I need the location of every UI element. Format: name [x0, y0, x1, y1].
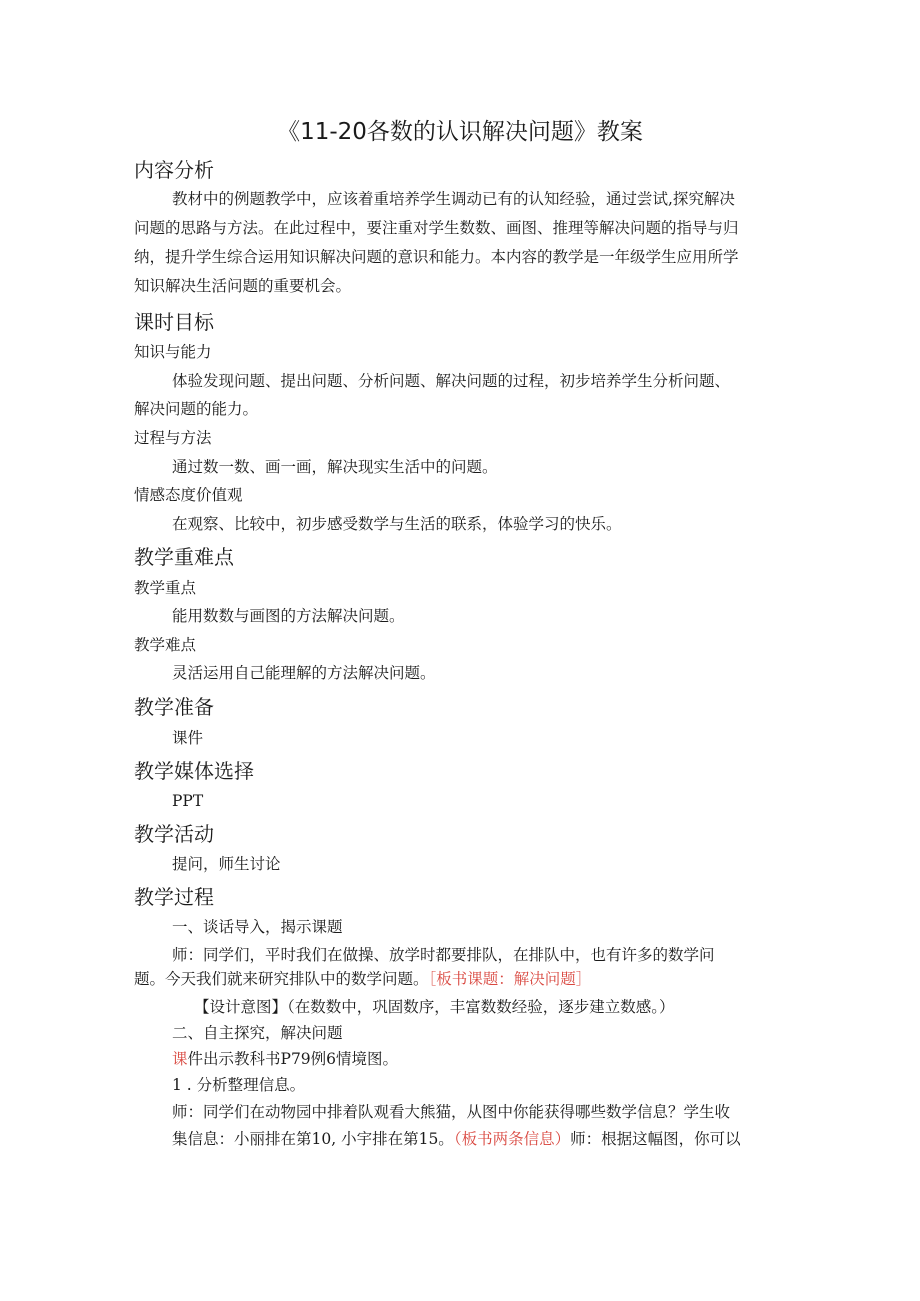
heading-media: 教学媒体选择: [134, 759, 254, 783]
paragraph-line: [134, 967, 790, 991]
paragraph-text: 师：根据这幅图，你可以: [570, 1130, 741, 1148]
heading-activities: 教学活动: [134, 822, 214, 846]
paragraph-line: 在观察、比较中，初步感受数学与生活的联系，体验学习的快乐。: [172, 515, 622, 533]
paragraph-line: 体验发现问题、提出问题、分析问题、解决问题的过程，初步培养学生分析问题、: [172, 372, 731, 390]
paragraph-line: 课件: [172, 729, 204, 747]
board-note: ［板书课题：解决问题］: [428, 970, 592, 988]
paragraph-line: 知识解决生活问题的重要机会。: [134, 277, 352, 295]
subheading-process-method: 过程与方法: [134, 429, 212, 447]
subheading-emotion: 情感态度价值观: [134, 486, 243, 504]
paragraph-line: 教材中的例题教学中，应该着重培养学生调动已有的认知经验，通过尝试,探究解决: [172, 190, 735, 208]
paragraph-line: 解决问题的能力。: [134, 400, 259, 418]
paragraph-line: 能用数数与画图的方法解决问题。: [172, 607, 405, 625]
heading-process: 教学过程: [134, 885, 214, 909]
paragraph-text: 集信息：小丽排在第10, 小宇排在第15。: [172, 1130, 454, 1148]
paragraph-line: 纳，提升学生综合运用知识解决问题的意识和能力。本内容的教学是一年级学生应用所学: [134, 248, 739, 266]
heading-preparation: 教学准备: [134, 695, 214, 719]
paragraph-line: 师：同学们，平时我们在做操、放学时都要排队，在排队中，也有许多的数学问: [172, 946, 715, 964]
design-intent: 【设计意图】（在数数中，巩固数序，丰富数数经验，逐步建立数感。）: [194, 998, 675, 1016]
heading-key-points: 教学重难点: [134, 545, 234, 569]
paragraph-line: PPT: [172, 792, 204, 810]
paragraph-line: 灵活运用自己能理解的方法解决问题。: [172, 664, 436, 682]
paragraph-text: 题。今天我们就来研究排队中的数学问题。: [134, 970, 429, 988]
paragraph-line: 1 . 分析整理信息。: [172, 1076, 306, 1094]
highlight-char: 课: [172, 1050, 188, 1068]
paragraph-line: 一、谈话导入，揭示课题: [172, 918, 343, 936]
paragraph-line: 师：同学们在动物园中排着队观看大熊猫，从图中你能获得哪些数学信息？学生收: [172, 1103, 731, 1121]
paragraph-line: 问题的思路与方法。在此过程中，要注重对学生数数、画图、推理等解决问题的指导与归: [134, 219, 739, 237]
paragraph-line: [134, 1047, 790, 1071]
paragraph-line: [134, 1127, 790, 1151]
document-title: 《11-20各数的认识解决问题》教案: [277, 119, 643, 145]
heading-content-analysis: 内容分析: [134, 158, 214, 182]
board-note: （板书两条信息）: [453, 1130, 571, 1148]
subheading-difficulty: 教学难点: [134, 636, 197, 654]
paragraph-line: 提问，师生讨论: [172, 855, 281, 873]
heading-objectives: 课时目标: [134, 310, 214, 334]
subheading-focus: 教学重点: [134, 579, 197, 597]
paragraph-line: 二、自主探究，解决问题: [172, 1024, 343, 1042]
paragraph-line: 通过数一数、画一画，解决现实生活中的问题。: [172, 458, 498, 476]
subheading-knowledge: 知识与能力: [134, 343, 212, 361]
paragraph-text: 件出示教科书P79例6情境图。: [187, 1050, 399, 1068]
